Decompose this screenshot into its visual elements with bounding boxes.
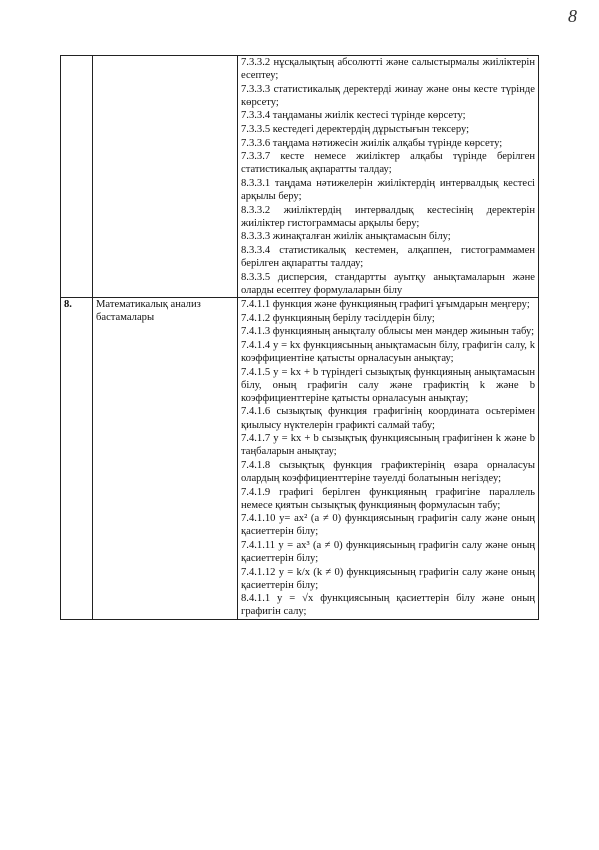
curriculum-table (60, 55, 539, 620)
objective-item: 7.4.1.6 сызықтық функция графигінің координата осьтерімен қиылысу нүктелерін графикті салмай табу; (241, 406, 535, 431)
objective-item: 7.3.3.2 нұсқалықтың абсолютті және салыстырмалы жиіліктерін есептеу; (241, 57, 535, 82)
objective-item: 7.3.3.5 кестедегі деректердің дұрыстығын тексеру; (241, 123, 470, 135)
objective-item: 7.4.1.3 функцияның анықталу облысы мен мәндер жиынын табу; (241, 326, 535, 338)
objective-item: 7.4.1.11 y = ax³ (a ≠ 0) функциясының графигін салу және оның қасиеттерін білу; (241, 539, 535, 564)
objective-item: 7.4.1.10 y= ax² (a ≠ 0) функциясының графигін салу және оның қасиеттерін білу; (241, 513, 535, 538)
topic-cell (93, 56, 238, 298)
objective-item: 7.3.3.3 статистикалық деректерді жинау және оны кесте түрінде көрсету; (241, 83, 535, 108)
row-number (61, 56, 93, 298)
objectives-cell (238, 56, 539, 298)
objective-item: 8.4.1.1 y = √x функциясының қасиеттерін білу және оның графигін салу; (241, 593, 535, 618)
objective-item: 7.4.1.7 y = kx + b сызықтық функциясының графигінен k және b таңбаларын анықтау; (241, 433, 535, 458)
table-row (61, 298, 539, 620)
table-row (61, 56, 539, 298)
objective-item: 7.4.1.5 y = kx + b түріндегі сызықтық функцияның анықтамасын білу, оның графигін салу және графиктің k және b коэффициенттеріне қатысты орналасуын анықтау; (241, 366, 535, 404)
objective-item: 7.3.3.4 таңдаманы жиілік кестесі түрінде көрсету; (241, 110, 466, 122)
objective-item: 7.4.1.9 графигі берілген функцияның графигіне параллель немесе қиятын сызықтық функцияның формуласын табу; (241, 486, 535, 511)
topic-cell: Математикалық анализ бастамалары (93, 298, 238, 620)
objective-item: 8.3.3.3 жинақталған жиілік анықтамасын білу; (241, 231, 451, 243)
objective-item: 7.4.1.8 сызықтық функция графиктерінің өзара орналасуы олардың коэффициенттеріне тәуелді болатынын негіздеу; (241, 459, 535, 484)
objective-item: 8.3.3.4 статистикалық кестемен, алқаппен, гистограммамен берілген ақпаратты талдау; (241, 244, 535, 269)
objective-item: 7.4.1.1 функция және функцияның графигі ұғымдарын меңгеру; (241, 299, 530, 311)
objective-item: 8.3.3.2 жиіліктердің интервалдық кестесінің деректерін жиіліктер гистограммасы арқылы беру; (241, 204, 535, 229)
objective-item: 7.4.1.12 y = k/x (k ≠ 0) функциясының графигін салу және оның қасиеттерін білу; (241, 566, 535, 591)
objective-item: 7.4.1.4 y = kx функциясының анықтамасын білу, графигін салу, k коэффициентіне қатысты орналасуын анықтау; (241, 339, 535, 365)
row-number: 8. (61, 298, 93, 620)
objective-item: 7.3.3.7 кесте немесе жиіліктер алқабы түрінде берілген статистикалық ақпаратты талдау; (241, 151, 535, 176)
objective-item: 7.3.3.6 таңдама нәтижесін жиілік алқабы түрінде көрсету; (241, 137, 503, 149)
objective-item: 8.3.3.5 дисперсия, стандартты ауытқу анықтамаларын және оларды есептеу формулаларын білу (241, 271, 535, 296)
page-number: 8 (568, 6, 577, 26)
objective-item: 7.4.1.2 функцияның берілу тәсілдерін білу; (241, 312, 435, 324)
objective-item: 8.3.3.1 таңдама нәтижелерін жиіліктердің интервалдық кестесі арқылы беру; (241, 177, 535, 202)
objectives-cell (238, 298, 539, 620)
